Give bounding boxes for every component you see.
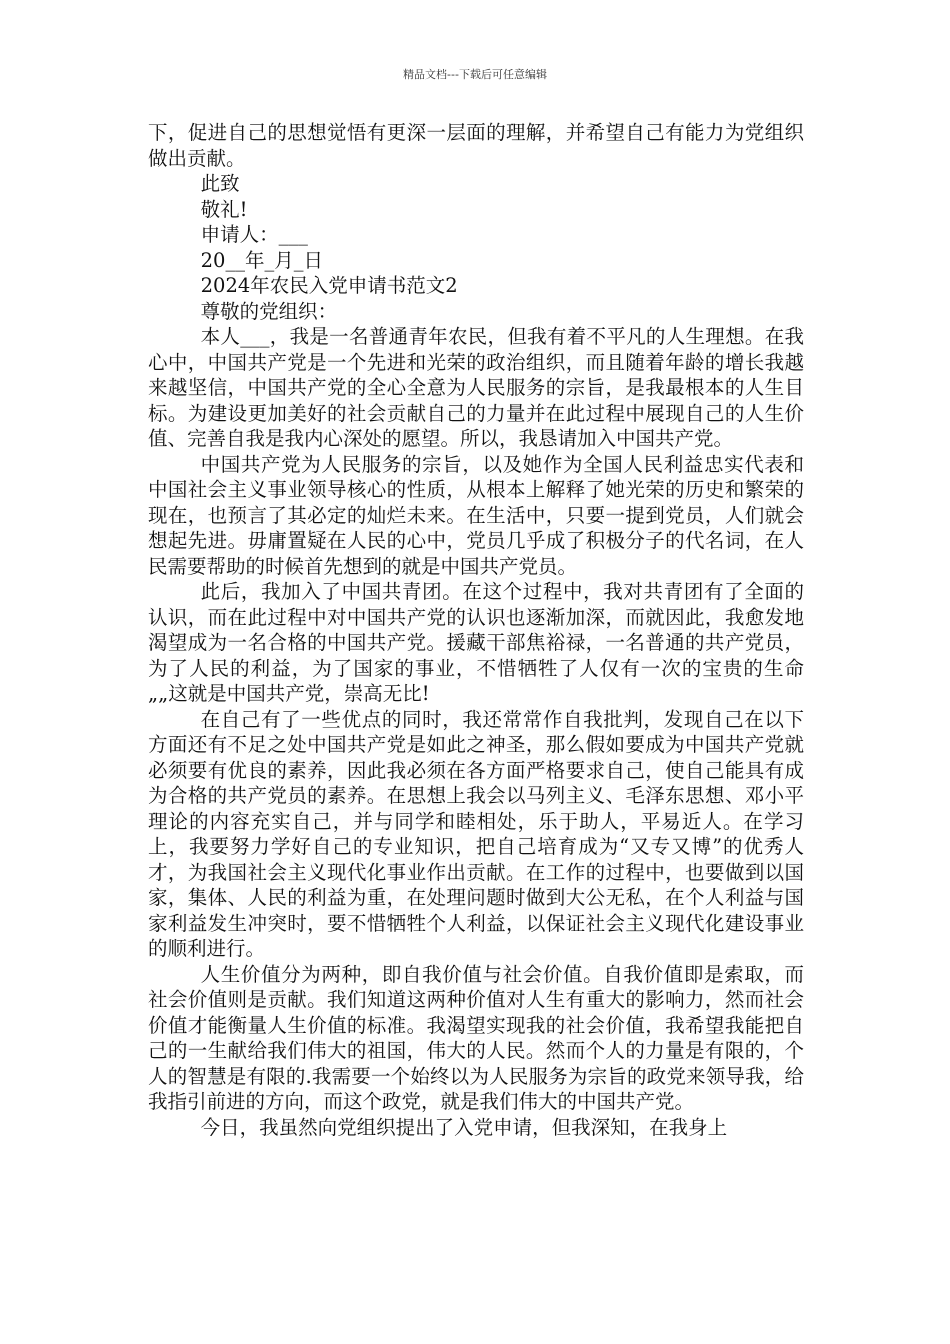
document-body [148,120,804,1140]
paragraph: 此后，我加入了中国共青团。在这个过程中，我对共青团有了全面的认识，而在此过程中对中国共产党的认识也逐渐加深，而就因此，我愈发地渴望成为一名合格的中国共产党。援藏干部焦裕禄，一名普通的共产党员，为了人民的利益，为了国家的事业，不惜牺牲了人仅有一次的宝贵的生命„„这就是中国共产党，崇高无比! [148,580,804,705]
paragraph: 本人___，我是一名普通青年农民，但我有着不平凡的人生理想。在我心中，中国共产党是一个先进和光荣的政治组织，而且随着年龄的增长我越来越坚信，中国共产党的全心全意为人民服务的宗旨，是我最根本的人生目标。为建设更加美好的社会贡献自己的力量并在此过程中展现自己的人生价值、完善自我是我内心深处的愿望。所以，我恳请加入中国共产党。 [148,325,804,450]
page-header: 精品文档---下载后可任意编辑 [403,68,547,81]
section-title: 2024年农民入党申请书范文2 [200,274,458,297]
closing-regards: 敬礼! [200,197,248,221]
paragraph-continuation: 下，促进自己的思想觉悟有更深一层面的理解，并希望自己有能力为党组织做出贡献。 [148,121,804,170]
applicant-line: 申请人：___ [200,223,308,246]
closing-salutation: 此致 [200,172,240,195]
paragraph: 人生价值分为两种，即自我价值与社会价值。自我价值即是索取，而社会价值则是贡献。我们知道这两种价值对人生有重大的影响力，然而社会价值才能衡量人生价值的标准。我渴望实现我的社会价值，我希望我能把自己的一生献给我们伟大的祖国，伟大的人民。然而个人的力量是有限的，个人的智慧是有限的.我需要一个始终以为人民服务为宗旨的政党来领导我，给我指引前进的方向，而这个政党，就是我们伟大的中国共产党。 [148,962,804,1113]
paragraph: 中国共产党为人民服务的宗旨，以及她作为全国人民利益忠实代表和中国社会主义事业领导核心的性质，从根本上解释了她光荣的历史和繁荣的现在，也预言了其必定的灿烂未来。在生活中，只要一提到党员，人们就会想起先进。毋庸置疑在人民的心中，党员几乎成了积极分子的代名词，在人民需要帮助的时候首先想到的就是中国共产党员。 [148,452,804,578]
paragraph: 在自己有了一些优点的同时，我还常常作自我批判，发现自己在以下方面还有不足之处中国共产党是如此之神圣，那么假如要成为中国共产党就必须要有优良的素养，因此我必须在各方面严格要求自己，使自己能具有成为合格的共产党员的素养。在思想上我会以马列主义、毛泽东思想、邓小平理论的内容充实自己，并与同学和睦相处，乐于助人，平易近人。在学习上，我要努力学好自己的专业知识，把自己培育成为“又专又博”的优秀人才，为我国社会主义现代化事业作出贡献。在工作的过程中，也要做到以国家，集体、人民的利益为重，在处理问题时做到大公无私，在个人利益与国家利益发生冲突时，要不惜牺牲个人利益，以保证社会主义现代化建设事业的顺利进行。 [148,707,804,960]
paragraph: 今日，我虽然向党组织提出了入党申请，但我深知，在我身上 [200,1115,728,1139]
greeting: 尊敬的党组织： [200,299,338,323]
date-line: 20__年_月_日 [200,248,323,272]
